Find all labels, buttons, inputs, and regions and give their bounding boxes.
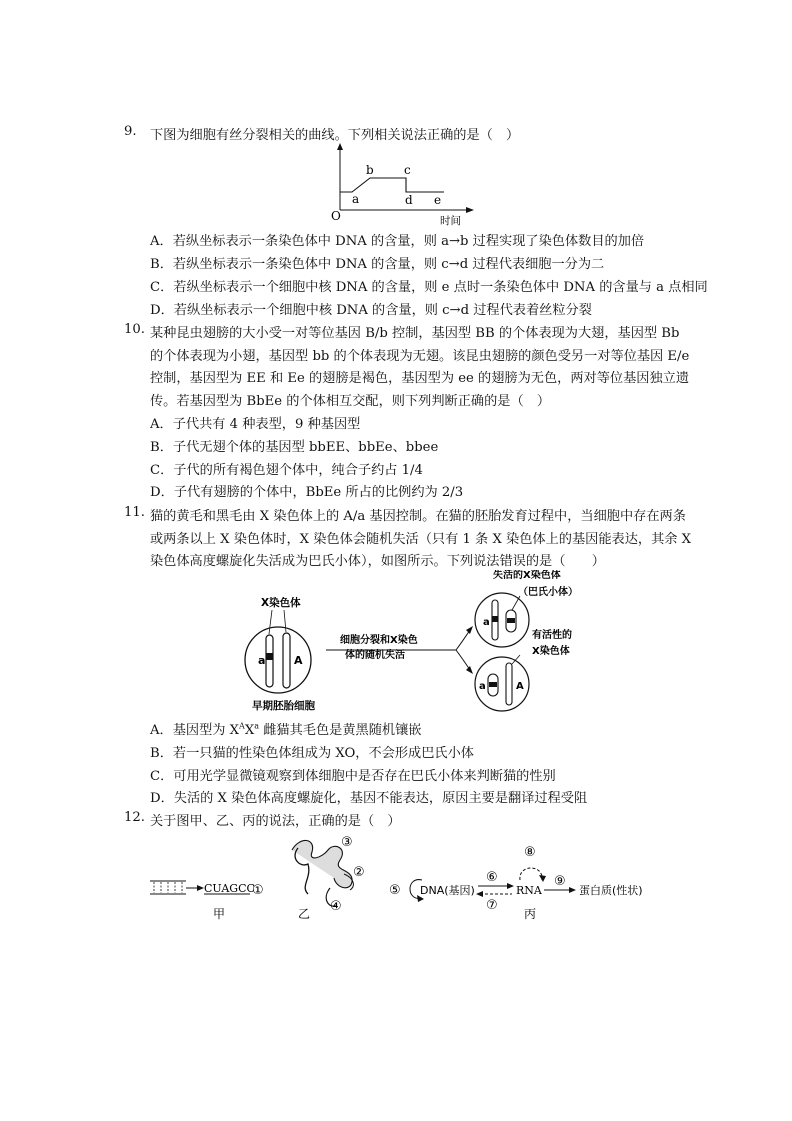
label-active-1: 有活性的 bbox=[532, 630, 572, 641]
q11-stem-line-2: 或两条以上 X 染色体时，X 染色体会随机失活（只有 1 条 X 染色体上的基因能表达，其余 X bbox=[150, 532, 692, 547]
arrow-label-2: 体的随机失活 bbox=[345, 650, 405, 661]
label-9: ⑨ bbox=[554, 874, 566, 889]
allele-a-left: a bbox=[258, 654, 266, 667]
graph-label-d: d bbox=[405, 193, 413, 207]
arrow-label-1: 细胞分裂和X染色 bbox=[340, 635, 418, 646]
label-inactive-1: 失活的X染色体 bbox=[493, 570, 561, 581]
label-x-chromosome: X染色体 bbox=[261, 597, 301, 609]
q9-stem: 下图为细胞有丝分裂相关的曲线。下列相关说法正确的是（ ） bbox=[150, 128, 520, 143]
q9-option-d: D．若纵坐标表示一个细胞中核 DNA 的含量，则 c→d 过程代表着丝粒分裂 bbox=[150, 303, 592, 318]
q10-option-a: A．子代共有 4 种表型，9 种基因型 bbox=[150, 417, 361, 432]
label-5: ⑤ bbox=[389, 883, 401, 898]
graph-label-b: b bbox=[366, 163, 374, 177]
q11-option-b: B．若一只猫的性染色体组成为 XO，不会形成巴氏小体 bbox=[150, 746, 474, 761]
label-1: ① bbox=[252, 883, 264, 898]
q12-figure bbox=[140, 828, 660, 926]
q11-stem-line-3: 染色体高度螺旋化失活成为巴氏小体），如图所示。下列说法错误的是（ ） bbox=[150, 554, 605, 569]
figure-yi bbox=[292, 835, 365, 921]
label-8: ⑧ bbox=[524, 845, 536, 860]
graph-label-c: c bbox=[404, 163, 411, 177]
label-protein: 蛋白质(性状) bbox=[579, 884, 643, 897]
q10-stem-line-4: 传。若基因型为 BbEe 的个体相互交配，则下列判断正确的是（ ） bbox=[150, 394, 551, 409]
q9-option-b: B．若纵坐标表示一条染色体中 DNA 的含量，则 c→d 过程代表细胞一分为二 bbox=[150, 257, 605, 272]
q10-stem-line-3: 控制，基因型为 EE 和 Ee 的翅膀是褐色，基因型为 ee 的翅膀为无色，两对等位基因独立遗 bbox=[150, 371, 690, 386]
allele-A-bottom: A bbox=[516, 681, 524, 692]
allele-a-top: a bbox=[483, 617, 490, 628]
label-bing: 丙 bbox=[524, 907, 537, 921]
q10-option-d: D．子代有翅膀的个体中，BbEe 所占的比例约为 2/3 bbox=[150, 485, 464, 500]
q11-option-c: C．可用光学显微镜观察到体细胞中是否存在巴氏小体来判断猫的性别 bbox=[150, 769, 556, 784]
rna-sequence: CUAGCC bbox=[204, 882, 255, 895]
figure-jia bbox=[150, 881, 264, 921]
label-4: ④ bbox=[330, 899, 342, 914]
q9-graph bbox=[318, 140, 478, 226]
q10-number: 10. bbox=[124, 322, 145, 337]
q11-option-d: D．失活的 X 染色体高度螺旋化，基因不能表达，原因主要是翻译过程受阻 bbox=[150, 791, 588, 806]
q10-stem-line-2: 的个体表现为小翅，基因型 bb 的个体表现为无翅。该昆虫翅膀的颜色受另一对等位基因 E/e bbox=[150, 349, 690, 364]
q11-number: 11. bbox=[124, 505, 145, 520]
label-jia: 甲 bbox=[213, 907, 226, 921]
label-2: ② bbox=[353, 865, 365, 880]
q9-option-a: A．若纵坐标表示一条染色体中 DNA 的含量，则 a→b 过程实现了染色体数目的加倍 bbox=[150, 234, 645, 249]
label-inactive-2: （巴氏小体） bbox=[518, 587, 578, 598]
q11-figure bbox=[236, 570, 616, 716]
q11-stem-line-1: 猫的黄毛和黑毛由 X 染色体上的 A/a 基因控制。在猫的胚胎发育过程中，当细胞中存在两条 bbox=[150, 509, 686, 524]
q12-stem: 关于图甲、乙、丙的说法，正确的是（ ） bbox=[150, 814, 401, 829]
q9-option-c: C．若纵坐标表示一个细胞中核 DNA 的含量，则 e 点时一条染色体中 DNA 的含量与 a 点相同 bbox=[150, 280, 708, 295]
graph-origin: O bbox=[331, 209, 341, 223]
label-active-2: X染色体 bbox=[532, 646, 570, 657]
label-7: ⑦ bbox=[486, 898, 498, 913]
graph-label-a: a bbox=[352, 192, 360, 206]
q10-option-c: C．子代的所有褐色翅个体中，纯合子约占 1/4 bbox=[150, 463, 423, 478]
q11-option-a: A．基因型为 $X^AX^a$ 雌猫其毛色是黄黑随机镶嵌 bbox=[150, 721, 422, 738]
q12-number: 12. bbox=[124, 810, 145, 825]
label-3: ③ bbox=[341, 835, 353, 850]
q9-number: 9. bbox=[124, 124, 137, 139]
allele-a-bottom: a bbox=[479, 681, 486, 692]
q10-option-b: B．子代无翅个体的基因型 bbEE、bbEe、bbee bbox=[150, 440, 439, 455]
allele-A-left: A bbox=[294, 654, 303, 667]
graph-xlabel: 时间 bbox=[440, 215, 461, 226]
label-rna: RNA bbox=[516, 884, 542, 897]
label-6: ⑥ bbox=[486, 870, 498, 885]
label-dna: DNA(基因) bbox=[420, 884, 475, 897]
label-yi: 乙 bbox=[298, 907, 311, 921]
figure-bing bbox=[389, 845, 643, 921]
label-early-cell: 早期胚胎细胞 bbox=[252, 700, 315, 712]
graph-label-e: e bbox=[434, 193, 442, 207]
q10-stem-line-1: 某种昆虫翅膀的大小受一对等位基因 B/b 控制，基因型 BB 的个体表现为大翅，基因型 Bb bbox=[150, 326, 680, 341]
